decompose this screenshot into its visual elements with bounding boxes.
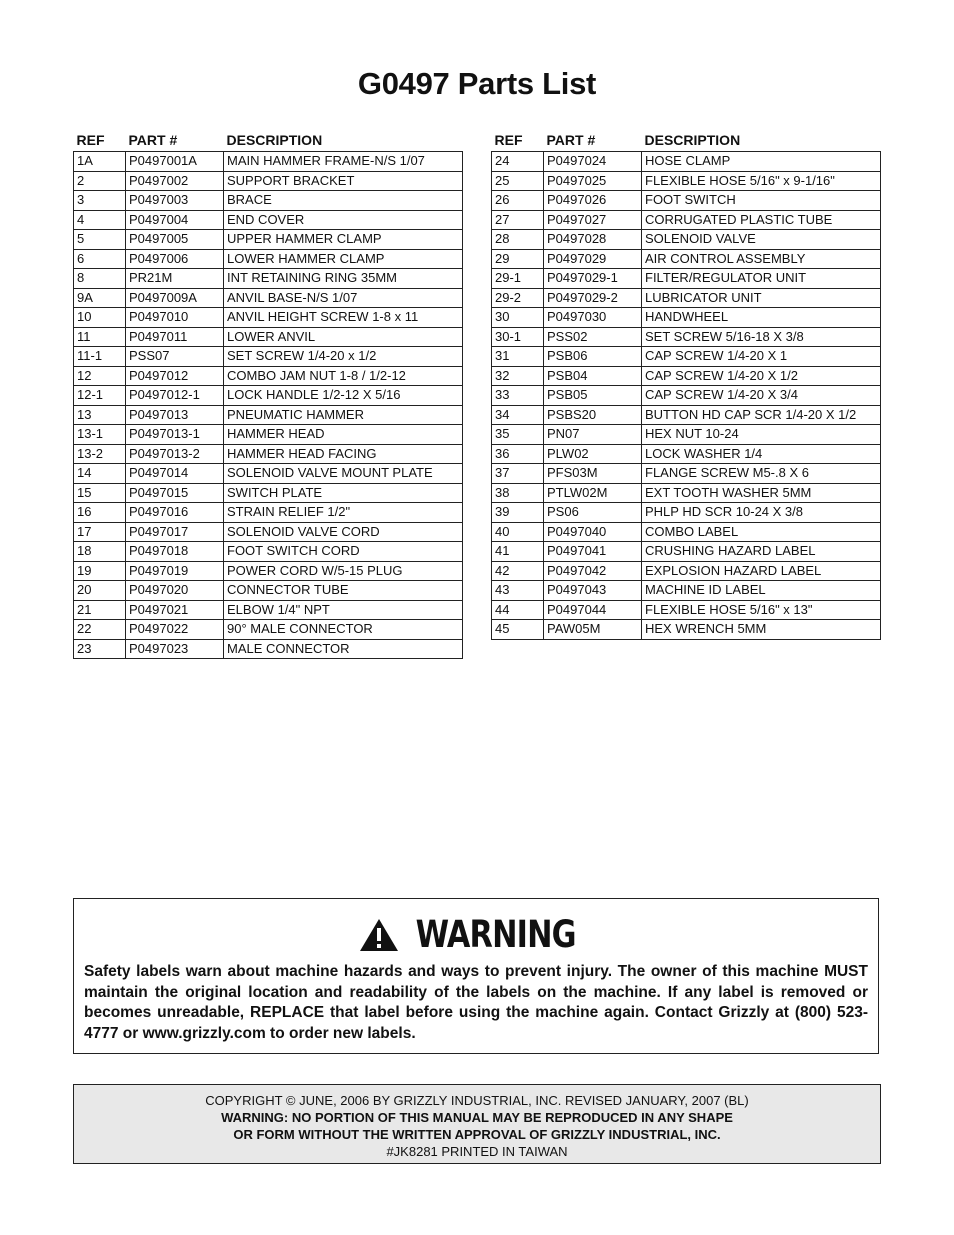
table-row [74,464,463,484]
table-row [492,405,881,425]
table-row [492,152,881,172]
cell-part-number: P0497012 [126,366,224,386]
cell-description: HANDWHEEL [642,308,881,328]
cell-description: AIR CONTROL ASSEMBLY [642,249,881,269]
table-row [492,249,881,269]
cell-part-number: P0497040 [544,522,642,542]
table-row [492,444,881,464]
cell-description: COMBO JAM NUT 1-8 / 1/2-12 [224,366,463,386]
cell-description: FLEXIBLE HOSE 5/16" x 9-1/16" [642,171,881,191]
cell-description: HEX NUT 10-24 [642,425,881,445]
table-row [74,308,463,328]
cell-part-number: P0497012-1 [126,386,224,406]
cell-ref: 29-1 [492,269,544,289]
cell-description: ANVIL HEIGHT SCREW 1-8 x 11 [224,308,463,328]
cell-part-number: P0497011 [126,327,224,347]
parts-table-left [73,127,463,659]
cell-part-number: P0497020 [126,581,224,601]
cell-part-number: P0497003 [126,191,224,211]
cell-description: PNEUMATIC HAMMER [224,405,463,425]
cell-ref: 29 [492,249,544,269]
cell-description: SOLENOID VALVE [642,230,881,250]
cell-ref: 12-1 [74,386,126,406]
table-row [74,581,463,601]
table-row [492,347,881,367]
cell-description: CAP SCREW 1/4-20 X 1 [642,347,881,367]
warning-body-text: Safety labels warn about machine hazards and ways to prevent injury. The owner of this machine MUST maintain the original location and readability of the labels on the machine. If any label is removed or becomes unreadable, REPLACE that label before using the machine again. Contact Grizzly at (800) 523-4777 or www.grizzly.com to order new labels. [84,963,868,1042]
table-row [492,230,881,250]
table-row [74,171,463,191]
cell-description: UPPER HAMMER CLAMP [224,230,463,250]
table-row [492,483,881,503]
cell-part-number: P0497018 [126,542,224,562]
cell-part-number: P0497042 [544,561,642,581]
cell-description: SUPPORT BRACKET [224,171,463,191]
cell-ref: 16 [74,503,126,523]
table-row [74,425,463,445]
cell-ref: 35 [492,425,544,445]
printed-in-line: #JK8281 PRINTED IN TAIWAN [386,1144,568,1159]
cell-description: ELBOW 1/4" NPT [224,600,463,620]
cell-description: SWITCH PLATE [224,483,463,503]
cell-ref: 28 [492,230,544,250]
cell-ref: 3 [74,191,126,211]
cell-description: FLANGE SCREW M5-.8 X 6 [642,464,881,484]
cell-description: PHLP HD SCR 10-24 X 3/8 [642,503,881,523]
cell-description: CAP SCREW 1/4-20 X 1/2 [642,366,881,386]
cell-part-number: P0497009A [126,288,224,308]
cell-part-number: P0497005 [126,230,224,250]
cell-part-number: P0497022 [126,620,224,640]
cell-part-number: P0497016 [126,503,224,523]
cell-description: FILTER/REGULATOR UNIT [642,269,881,289]
cell-ref: 31 [492,347,544,367]
table-row [492,522,881,542]
cell-ref: 4 [74,210,126,230]
table-row [492,210,881,230]
warning-heading [74,913,878,956]
cell-ref: 36 [492,444,544,464]
cell-part-number: P0497026 [544,191,642,211]
table-header-row [492,127,881,152]
cell-ref: 26 [492,191,544,211]
cell-description: BRACE [224,191,463,211]
table-row [74,347,463,367]
cell-part-number: P0497014 [126,464,224,484]
cell-description: INT RETAINING RING 35MM [224,269,463,289]
table-row [492,542,881,562]
cell-description: SET SCREW 5/16-18 X 3/8 [642,327,881,347]
cell-part-number: P0497030 [544,308,642,328]
warning-triangle-icon [359,918,399,952]
cell-ref: 13-1 [74,425,126,445]
cell-description: HEX WRENCH 5MM [642,620,881,640]
table-row [74,366,463,386]
cell-description: CAP SCREW 1/4-20 X 3/4 [642,386,881,406]
cell-part-number: P0497021 [126,600,224,620]
copyright-line: COPYRIGHT © JUNE, 2006 BY GRIZZLY INDUSTRIAL, INC. REVISED JANUARY, 2007 (BL) [205,1093,749,1108]
cell-ref: 8 [74,269,126,289]
warning-box [73,898,879,1054]
cell-part-number: P0497015 [126,483,224,503]
table-row [492,620,881,640]
header-part: PART # [128,132,178,148]
cell-part-number: P0497029 [544,249,642,269]
cell-ref: 23 [74,639,126,659]
reproduction-warning-line: OR FORM WITHOUT THE WRITTEN APPROVAL OF GRIZZLY INDUSTRIAL, INC. [233,1127,721,1142]
cell-part-number: P0497025 [544,171,642,191]
cell-description: MAIN HAMMER FRAME-N/S 1/07 [224,152,463,172]
cell-ref: 18 [74,542,126,562]
cell-part-number: PAW05M [544,620,642,640]
table-row [74,191,463,211]
cell-ref: 22 [74,620,126,640]
cell-description: STRAIN RELIEF 1/2" [224,503,463,523]
table-row [74,620,463,640]
warning-heading-text: WARNING [415,913,576,956]
cell-ref: 30 [492,308,544,328]
cell-ref: 14 [74,464,126,484]
cell-part-number: P0497029-2 [544,288,642,308]
table-row [74,210,463,230]
cell-part-number: PSB04 [544,366,642,386]
table-row [74,405,463,425]
cell-part-number: P0497002 [126,171,224,191]
cell-description: END COVER [224,210,463,230]
table-row [74,288,463,308]
table-row [492,503,881,523]
cell-ref: 42 [492,561,544,581]
cell-part-number: PSS07 [126,347,224,367]
cell-description: POWER CORD W/5-15 PLUG [224,561,463,581]
cell-ref: 9A [74,288,126,308]
table-row [492,288,881,308]
cell-description: CONNECTOR TUBE [224,581,463,601]
cell-part-number: PLW02 [544,444,642,464]
cell-part-number: P0497010 [126,308,224,328]
cell-part-number: PFS03M [544,464,642,484]
cell-ref: 39 [492,503,544,523]
cell-ref: 32 [492,366,544,386]
cell-description: 90° MALE CONNECTOR [224,620,463,640]
table-row [492,425,881,445]
table-row [74,600,463,620]
cell-ref: 6 [74,249,126,269]
cell-description: HAMMER HEAD [224,425,463,445]
cell-ref: 41 [492,542,544,562]
cell-description: FLEXIBLE HOSE 5/16" x 13" [642,600,881,620]
table-row [74,230,463,250]
cell-ref: 27 [492,210,544,230]
table-row [74,269,463,289]
cell-description: EXPLOSION HAZARD LABEL [642,561,881,581]
table-row [74,444,463,464]
cell-ref: 13 [74,405,126,425]
cell-description: CRUSHING HAZARD LABEL [642,542,881,562]
table-row [74,503,463,523]
cell-description: CORRUGATED PLASTIC TUBE [642,210,881,230]
page-title: G0497 Parts List [357,66,597,101]
cell-ref: 37 [492,464,544,484]
cell-part-number: PS06 [544,503,642,523]
cell-part-number: P0497029-1 [544,269,642,289]
cell-description: ANVIL BASE-N/S 1/07 [224,288,463,308]
table-row [74,386,463,406]
cell-ref: 12 [74,366,126,386]
cell-description: HOSE CLAMP [642,152,881,172]
cell-ref: 20 [74,581,126,601]
table-row [492,581,881,601]
cell-ref: 5 [74,230,126,250]
cell-description: LOCK HANDLE 1/2-12 X 5/16 [224,386,463,406]
table-row [74,327,463,347]
cell-description: FOOT SWITCH CORD [224,542,463,562]
cell-ref: 19 [74,561,126,581]
cell-part-number: P0497013-2 [126,444,224,464]
cell-ref: 21 [74,600,126,620]
cell-part-number: P0497044 [544,600,642,620]
table-row [492,308,881,328]
cell-part-number: P0497023 [126,639,224,659]
cell-ref: 44 [492,600,544,620]
cell-ref: 33 [492,386,544,406]
cell-part-number: P0497043 [544,581,642,601]
cell-part-number: PN07 [544,425,642,445]
cell-description: SOLENOID VALVE MOUNT PLATE [224,464,463,484]
cell-ref: 40 [492,522,544,542]
cell-description: LUBRICATOR UNIT [642,288,881,308]
cell-part-number: P0497028 [544,230,642,250]
table-row [492,366,881,386]
cell-part-number: P0497006 [126,249,224,269]
cell-description: LOWER ANVIL [224,327,463,347]
cell-ref: 34 [492,405,544,425]
cell-part-number: P0497004 [126,210,224,230]
cell-description: BUTTON HD CAP SCR 1/4-20 X 1/2 [642,405,881,425]
table-row [74,639,463,659]
cell-part-number: PSB06 [544,347,642,367]
table-row [492,171,881,191]
cell-part-number: PR21M [126,269,224,289]
table-row [492,600,881,620]
cell-part-number: PSBS20 [544,405,642,425]
cell-part-number: P0497041 [544,542,642,562]
cell-description: LOWER HAMMER CLAMP [224,249,463,269]
cell-ref: 17 [74,522,126,542]
header-ref: REF [76,132,105,148]
cell-ref: 45 [492,620,544,640]
table-row [492,386,881,406]
cell-ref: 11 [74,327,126,347]
table-row [74,152,463,172]
cell-description: LOCK WASHER 1/4 [642,444,881,464]
copyright-box [73,1084,881,1164]
table-row [74,249,463,269]
table-row [492,464,881,484]
table-row [74,542,463,562]
cell-description: HAMMER HEAD FACING [224,444,463,464]
cell-ref: 1A [74,152,126,172]
cell-description: EXT TOOTH WASHER 5MM [642,483,881,503]
cell-description: SOLENOID VALVE CORD [224,522,463,542]
cell-description: COMBO LABEL [642,522,881,542]
cell-ref: 38 [492,483,544,503]
cell-part-number: PSS02 [544,327,642,347]
cell-part-number: P0497027 [544,210,642,230]
table-row [492,327,881,347]
cell-description: FOOT SWITCH [642,191,881,211]
reproduction-warning-line: WARNING: NO PORTION OF THIS MANUAL MAY BE REPRODUCED IN ANY SHAPE [221,1110,733,1125]
cell-part-number: P0497013 [126,405,224,425]
header-ref: REF [494,132,523,148]
cell-description: MACHINE ID LABEL [642,581,881,601]
table-row [492,191,881,211]
cell-ref: 29-2 [492,288,544,308]
cell-part-number: PSB05 [544,386,642,406]
cell-part-number: PTLW02M [544,483,642,503]
cell-ref: 15 [74,483,126,503]
cell-ref: 30-1 [492,327,544,347]
table-row [74,483,463,503]
table-row [74,522,463,542]
cell-description: SET SCREW 1/4-20 x 1/2 [224,347,463,367]
cell-part-number: P0497001A [126,152,224,172]
parts-table-right [491,127,881,640]
table-row [492,269,881,289]
cell-part-number: P0497013-1 [126,425,224,445]
table-row [492,561,881,581]
header-description: DESCRIPTION [226,132,323,148]
cell-part-number: P0497017 [126,522,224,542]
table-row [74,561,463,581]
cell-part-number: P0497019 [126,561,224,581]
cell-ref: 11-1 [74,347,126,367]
cell-part-number: P0497024 [544,152,642,172]
table-header-row [74,127,463,152]
cell-ref: 43 [492,581,544,601]
cell-ref: 10 [74,308,126,328]
header-part: PART # [546,132,596,148]
cell-ref: 25 [492,171,544,191]
cell-ref: 13-2 [74,444,126,464]
cell-ref: 2 [74,171,126,191]
cell-description: MALE CONNECTOR [224,639,463,659]
cell-ref: 24 [492,152,544,172]
header-description: DESCRIPTION [644,132,741,148]
